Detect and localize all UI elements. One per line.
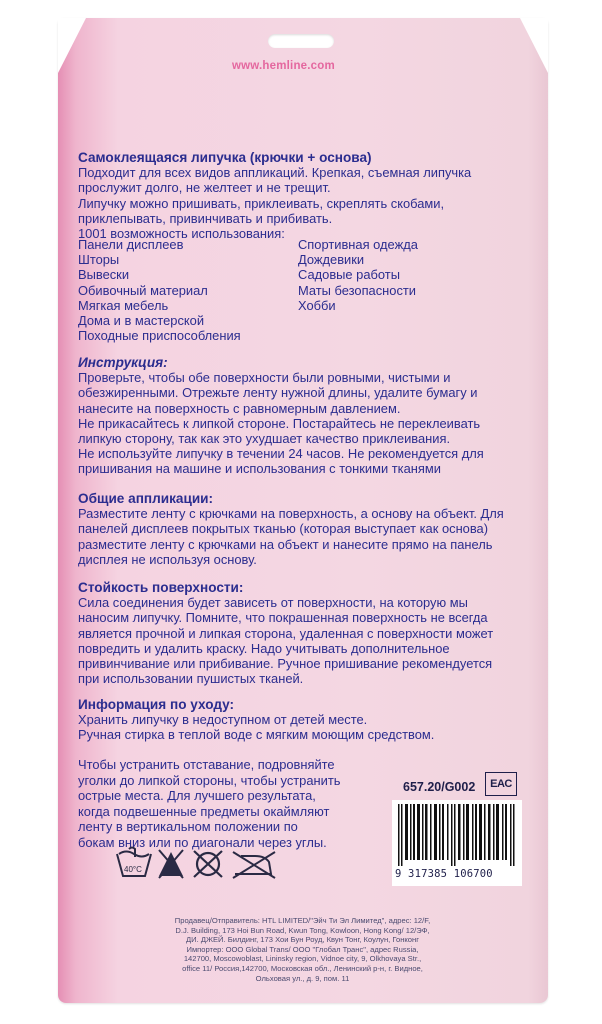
fine-line: ДИ. ДЖЕЙ. Билдинг, 173 Хои Бун Роуд, Квун Тонг, Коулун, Гонконг [186,935,419,945]
uses-right-list [298,237,418,313]
surface-line: наносим липучку. Помните, что покрашенная поверхность не всегда [78,610,488,626]
care-heading: Информация по уходу: [78,697,235,712]
surface-block [78,580,493,686]
use-item: Садовые работы [298,267,400,283]
fine-line: Ольховая ул., д. 9, пом. 11 [255,973,350,983]
surface-line: является прочной и липкая сторона, удаленная с поверхности может [78,625,494,641]
instruction-line: обезжиренными. Отрежьте ленту нужной длины, удалите бумагу и [78,385,478,401]
general-line: дисплея не используя основу. [78,551,257,567]
instruction-line: нанесите на поверхность с равномерным давлением. [78,400,401,416]
instruction-line: Проверьте, чтобы обе поверхности были ровными, чистыми и [78,370,451,386]
use-item: Дома и в мастерской [78,313,205,329]
tip-line: острые места. Для лучшего результата, [78,788,316,804]
hang-slot [268,34,334,48]
surface-line: привинчивание или прибивание. Ручное пришивание рекомендуется [78,656,493,672]
care-symbols [115,846,290,887]
surface-line: при использовании пушистых тканей. [78,671,304,687]
tip-block [78,757,340,851]
instruction-line: Не используйте липучку в течении 24 часов. Не рекомендуется для [78,446,484,462]
barcode-icon [394,804,520,866]
use-item: Хобби [298,297,336,313]
brand-url: www.hemline.com [232,60,335,72]
general-heading: Общие аппликации: [78,491,214,506]
use-item: Мягкая мебель [78,297,169,313]
tip-line: ленту в вертикальном положении по [78,819,298,835]
no-bleach-icon [159,850,183,878]
no-dry-clean-icon [194,851,222,877]
care-line: Хранить липучку в недоступном от детей месте. [78,712,368,728]
instruction-line: пришивания на машине и использования с тонкими тканями [78,461,441,477]
intro-line: Подходит для всех видов аппликаций. Крепкая, съемная липучка [78,165,472,181]
care-line: Ручная стирка в теплой воде с мягким моющим средством. [78,727,435,743]
product-title: Самоклеящаяся липучка (крючки + основа) [78,150,372,165]
use-item: Дождевики [298,252,365,268]
intro-line: прослужит долго, не желтеет и не трещит. [78,180,331,196]
tip-line: когда подвешенные предметы окаймляют [78,803,330,819]
barcode-number: 9 317385 106700 [395,868,493,880]
use-item: Вывески [78,267,130,283]
instructions-heading: Инструкция: [78,355,168,370]
instructions-block [78,355,484,477]
general-line: разместите ленту с крючками на объект и нанесите прямо на панель [78,536,493,552]
surface-line: Сила соединения будет зависеть от поверхности, на которую мы [78,595,468,611]
general-line: панелей дисплеев покрытых тканью (которая выступает как основа) [78,521,489,537]
general-block [78,491,504,567]
no-iron-icon [233,852,275,878]
fine-line: Импортер: ООО Global Trans/ ООО "Глобал Транс", адрес Russia, [186,944,419,954]
instruction-line: липкую сторону, так как это ухудшает качество приклеивания. [78,431,451,447]
tip-line: Чтобы устранить отставание, подровняйте [78,757,335,772]
wash-temp-label: 40°C [124,865,142,874]
tip-line: уголки до липкой стороны, чтобы устранить [78,772,341,788]
use-item: Спортивная одежда [298,237,418,252]
care-block [78,697,434,743]
surface-line: повредить и удалить краску. Надо учитывать дополнительное [78,640,450,656]
use-item: Маты безопасности [298,282,417,298]
fine-line: Продавец/Отправитель: HTL LIMITED/"Эйч Ти Эл Лимитед", адрес: 12/F, [174,916,431,925]
use-item: Походные приспособления [78,328,241,344]
eac-mark: EAC [485,772,517,796]
product-code: 657.20/G002 [403,780,476,794]
use-item: Панели дисплеев [78,237,184,252]
intro-line: приклепывать, привинчивать и прибивать. [78,210,333,226]
fine-line: D.J. Building, 173 Hoi Bun Road, Kwun Tong, Kowloon, Hong Kong/ 12/ЭФ, [175,925,430,935]
uses-left-list [78,237,241,343]
intro-block [78,150,471,241]
use-item: Обивочный материал [78,282,208,298]
intro-line: 1001 возможность использования: [78,226,285,242]
fine-line: 142700, Moscowoblast, Lininsky region, Vidnoe city, 9, Olkhovaya Str., [183,954,422,964]
surface-heading: Стойкость поверхности: [78,580,244,595]
general-line: Разместите ленту с крючками на поверхность, а основу на объект. Для [78,506,504,522]
intro-line: Липучку можно пришивать, приклеивать, скреплять скобами, [78,195,445,211]
seller-importer-info [80,916,525,983]
fine-line: office 11/ Россия,142700, Московская обл., Ленинский р-н, г. Видное, [182,963,423,973]
use-item: Шторы [78,252,120,268]
instruction-line: Не прикасайтесь к липкой стороне. Постарайтесь не переклеивать [78,415,481,431]
care-symbols-svg [115,846,290,882]
tip-line: бокам вниз или по диагонали через углы. [78,834,327,850]
